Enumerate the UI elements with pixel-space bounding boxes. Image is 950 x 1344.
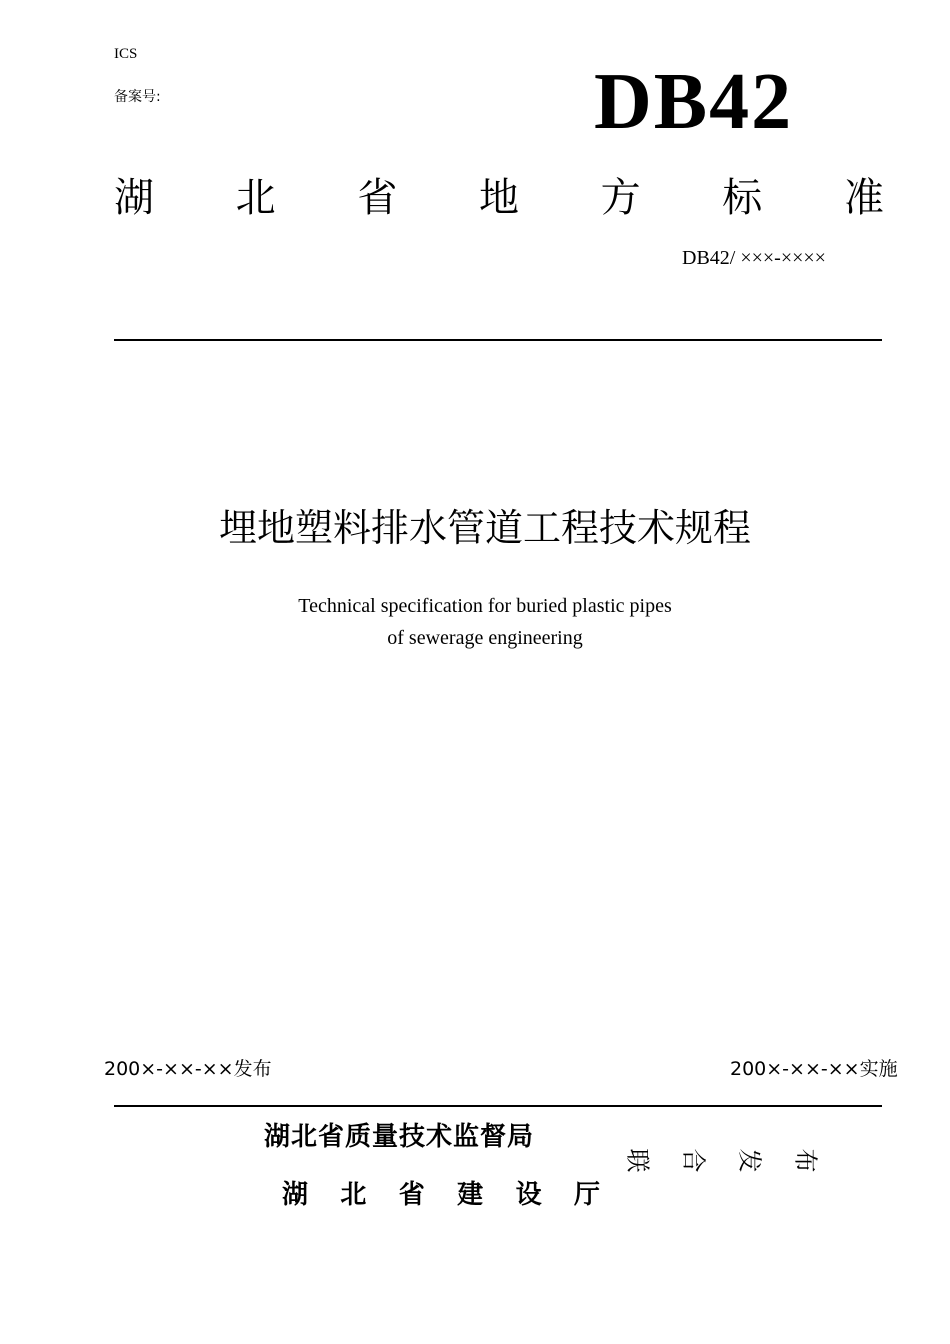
issuer-char: 省 bbox=[398, 1180, 425, 1210]
issuer-construction-dept bbox=[282, 1174, 600, 1211]
standard-type-char: 省 bbox=[357, 175, 398, 221]
standard-type-char: 标 bbox=[722, 175, 763, 221]
issuer-char: 北 bbox=[340, 1180, 367, 1210]
issuer-char: 建 bbox=[457, 1180, 484, 1210]
ics-label: ICS bbox=[114, 46, 138, 62]
document-title-english bbox=[0, 590, 950, 654]
joint-publish-label bbox=[623, 1143, 820, 1178]
implement-date: 200×-××-××实施 bbox=[730, 1058, 898, 1080]
standard-type-char: 北 bbox=[235, 175, 276, 221]
standard-type-char: 地 bbox=[478, 175, 519, 221]
joint-publish-char: 布 bbox=[791, 1148, 820, 1173]
english-title-line-1: Technical specification for buried plastic pipes bbox=[298, 595, 672, 617]
standard-logo: DB42 bbox=[594, 58, 794, 146]
joint-publish-char: 发 bbox=[735, 1148, 764, 1173]
issuer-char: 设 bbox=[515, 1180, 542, 1210]
document-title-chinese: 埋地塑料排水管道工程技术规程 bbox=[218, 506, 751, 550]
standard-type-heading bbox=[114, 174, 884, 222]
standard-code: DB42/ ×××-×××× bbox=[682, 247, 826, 269]
issuer-char: 湖 bbox=[282, 1180, 309, 1210]
standard-type-char: 方 bbox=[600, 175, 641, 221]
joint-publish-char: 联 bbox=[623, 1148, 652, 1173]
joint-publish-char: 合 bbox=[679, 1148, 708, 1173]
issuer-quality-bureau: 湖北省质量技术监督局 bbox=[264, 1122, 535, 1152]
standard-type-char: 准 bbox=[843, 175, 884, 221]
top-divider bbox=[114, 339, 882, 341]
bottom-divider bbox=[114, 1105, 882, 1107]
standard-type-char: 湖 bbox=[114, 175, 154, 221]
issuer-char: 厅 bbox=[573, 1180, 600, 1210]
publish-date: 200×-××-××发布 bbox=[104, 1058, 272, 1080]
english-title-line-2: of sewerage engineering bbox=[387, 627, 583, 649]
record-number-label: 备案号: bbox=[114, 89, 161, 105]
